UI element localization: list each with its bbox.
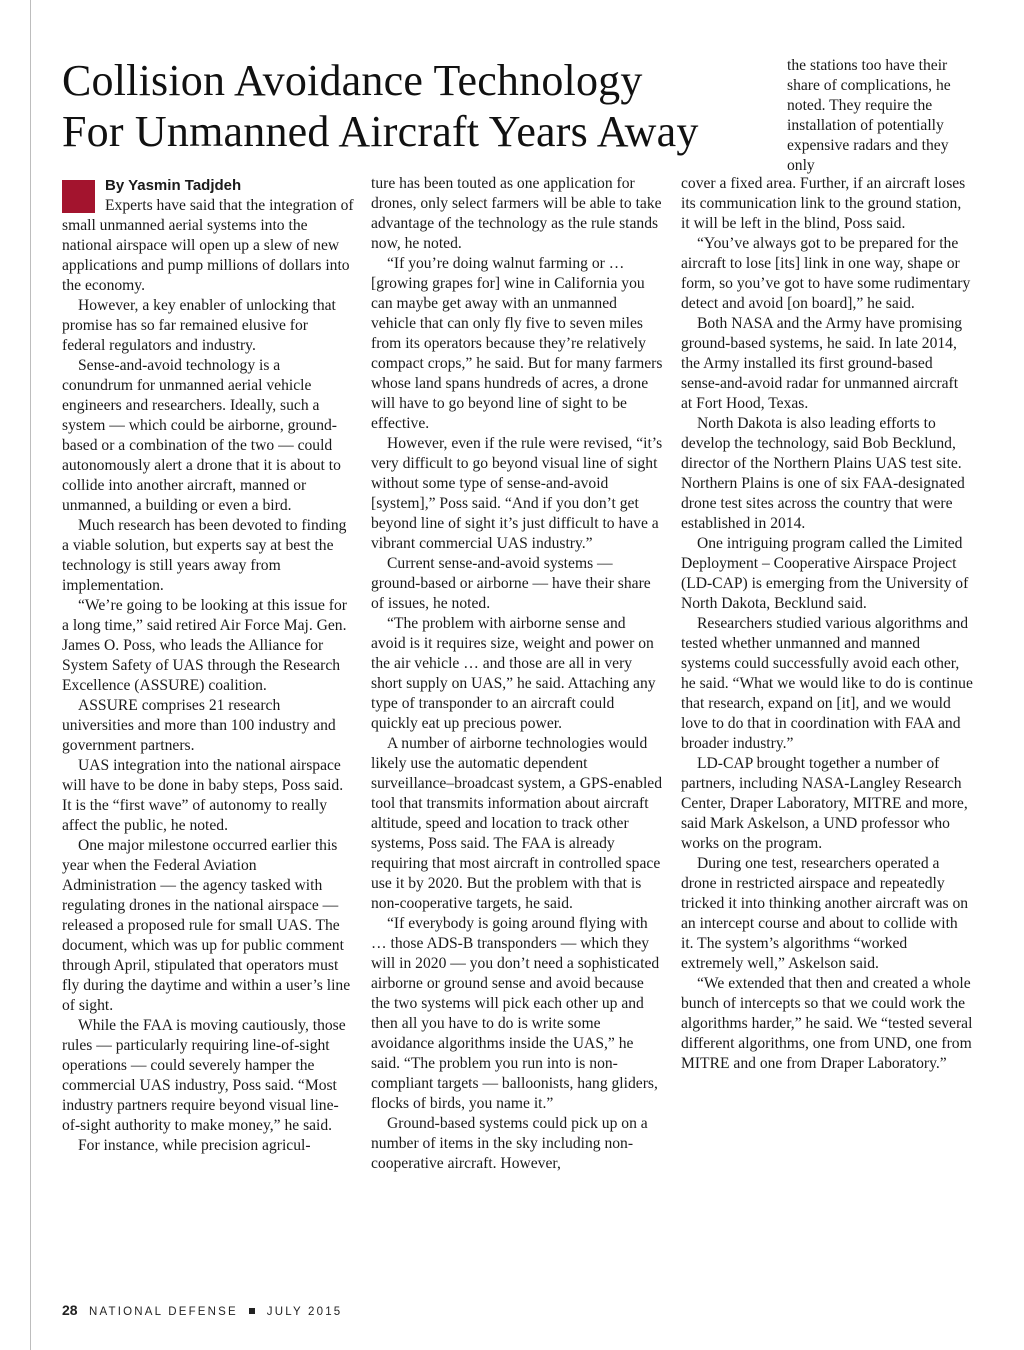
page-footer [62,1302,342,1318]
paragraph: “The problem with airborne sense and avoid is it requires size, weight and power on the air vehicle … and those are all in very short supply on UAS,” he said. Attaching any type of transponder to an aircraft could quickly eat up precious power. [371,615,656,732]
paragraph: For instance, while precision agricul- [78,1137,311,1154]
paragraph: However, even if the rule were revised, “it’s very difficult to go beyond visual line of sight without some type of sense-and-avoid [system],” Poss said. “And if you don’t get beyond line of sight it’s just difficult to have a vibrant commercial UAS industry.” [371,435,663,552]
paragraph: LD-CAP brought together a number of partners, including NASA-Langley Research Center, Draper Laboratory, MITRE and more, said Mark Askelson, a UND professor who works on the program. [681,755,968,852]
paragraph: the stations too have their share of complications, he noted. They require the installation of potentially expensive radars and they only [787,57,951,174]
page-number: 28 [62,1302,78,1318]
paragraph: North Dakota is also leading efforts to develop the technology, said Bob Becklund, director of the Northern Plains UAS test site. Northern Plains is one of six FAA-designated drone test sites across the country that were established in 2014. [681,415,965,532]
paragraph: Sense-and-avoid technology is a conundrum for unmanned aerial vehicle engineers and researchers. Ideally, such a system — which could be airborne, ground-based or a combination of the two — could autonomously alert a drone that it is about to collide into another aircraft, manned or unmanned, a building or even a bird. [62,357,341,514]
paragraph: Current sense-and-avoid systems — ground-based or airborne — have their share of issues, he noted. [371,555,651,612]
publication-name: NATIONAL DEFENSE [88,1306,238,1318]
paragraph: “If you’re doing walnut farming or … [growing grapes for] wine in California you can maybe get away with an unmanned vehicle that can only fly five to seven miles from its operators because they’re relatively compact crops,” he said. But for many farmers whose land spans hundreds of acres, a drone will have to go beyond line of sight to be effective. [371,255,663,432]
paragraph: ture has been touted as one application for drones, only select farmers will be able to take advantage of the technology as the rule stands now, he noted. [371,175,662,252]
article-column-3 [681,174,973,1074]
paragraph: cover a fixed area. Further, if an aircraft loses its communication link to the ground station, it will be left in the blind, Poss said. [681,175,966,232]
paragraph: Ground-based systems could pick up on a number of items in the sky including non-cooperative aircraft. However, [371,1115,648,1172]
byline: By Yasmin Tadjdeh [105,177,242,194]
paragraph: Experts have said that the integration of small unmanned aerial systems into the national airspace will open up a slew of new applications and pump millions of dollars into the economy. [62,197,354,294]
article-column-1 [62,174,354,1156]
article-column-2 [371,174,663,1174]
issue-date: JULY 2015 [266,1306,343,1318]
paragraph: Both NASA and the Army have promising ground-based systems, he said. In late 2014, the Army installed its first ground-based sense-and-avoid radar for unmanned aircraft at Fort Hood, Texas. [681,315,963,412]
paragraph: One intriguing program called the Limited Deployment – Cooperative Airspace Project (LD-CAP) is emerging from the University of North Dakota, Becklund said. [681,535,969,612]
paragraph: One major milestone occurred earlier this year when the Federal Aviation Administration — the agency tasked with regulating drones in the national airspace — released a proposed rule for small UAS. The document, which was up for public comment through April, stipulated that operators must fly during the daytime and within a user’s line of sight. [62,837,351,1014]
paragraph: A number of airborne technologies would likely use the automatic dependent surveillance–broadcast system, a GPS-enabled tool that transmits information about aircraft altitude, speed and location to track other systems, Poss said. The FAA is already requiring that most aircraft in controlled space use it by 2020. But the problem with that is non-cooperative targets, he said. [371,735,662,912]
paragraph: “You’ve always got to be prepared for the aircraft to lose [its] link in one way, shape or form, so you’ve got to have some rudimentary detect and avoid [on board],” he said. [681,235,971,312]
paragraph: While the FAA is moving cautiously, those rules — particularly requiring line-of-sight operations — could severely hamper the commercial UAS industry, Poss said. “Most industry partners require beyond visual line-of-sight authority to make money,” he said. [62,1017,346,1134]
paragraph: “We extended that then and created a whole bunch of intercepts so that we could work the algorithms harder,” he said. We “tested several different algorithms, one from UND, one from MITRE and one from Draper Laboratory.” [681,975,973,1072]
article-headline [62,55,782,157]
paragraph: UAS integration into the national airspace will have to be done in baby steps, Poss said. It is the “first wave” of autonomy to really affect the public, he noted. [62,757,344,834]
column-3-top-continuation [787,56,963,176]
paragraph: Researchers studied various algorithms and tested whether unmanned and manned systems could successfully avoid each other, he said. “What we would like to do is continue that research, expand on [it], and we would love to do that in coordination with FAA and broader industry.” [681,615,973,752]
section-accent-square [62,180,95,213]
paragraph: However, a key enabler of unlocking that promise has so far remained elusive for federal regulators and industry. [62,297,336,354]
paragraph: During one test, researchers operated a drone in restricted airspace and repeatedly tricked it into thinking another aircraft was on an intercept course and about to collide with it. The system’s algorithms “worked extremely well,” Askelson said. [681,855,969,972]
paragraph: “We’re going to be looking at this issue for a long time,” said retired Air Force Maj. Gen. James O. Poss, who leads the Alliance for System Safety of UAS through the Research Excellence (ASSURE) coalition. [62,597,347,694]
headline-line-1: Collision Avoidance Technology [62,56,643,105]
byline-row [62,176,354,196]
headline-line-2: For Unmanned Aircraft Years Away [62,107,699,156]
page-edge-rule [30,0,31,1350]
paragraph: “If everybody is going around flying with … those ADS-B transponders — which they will in 2020 — you don’t need a sophisticated airborne or ground sense and avoid because the two systems will pick each other up and then all you have to do is write some avoidance algorithms inside the UAS,” he said. “The problem you run into is non-compliant targets — balloonists, hang gliders, flocks of birds, you name it.” [371,915,660,1112]
paragraph: Much research has been devoted to finding a viable solution, but experts say at best the technology is still years away from implementation. [62,517,347,594]
paragraph: ASSURE comprises 21 research universities and more than 100 industry and government partners. [62,697,336,754]
footer-separator-square [249,1308,255,1314]
